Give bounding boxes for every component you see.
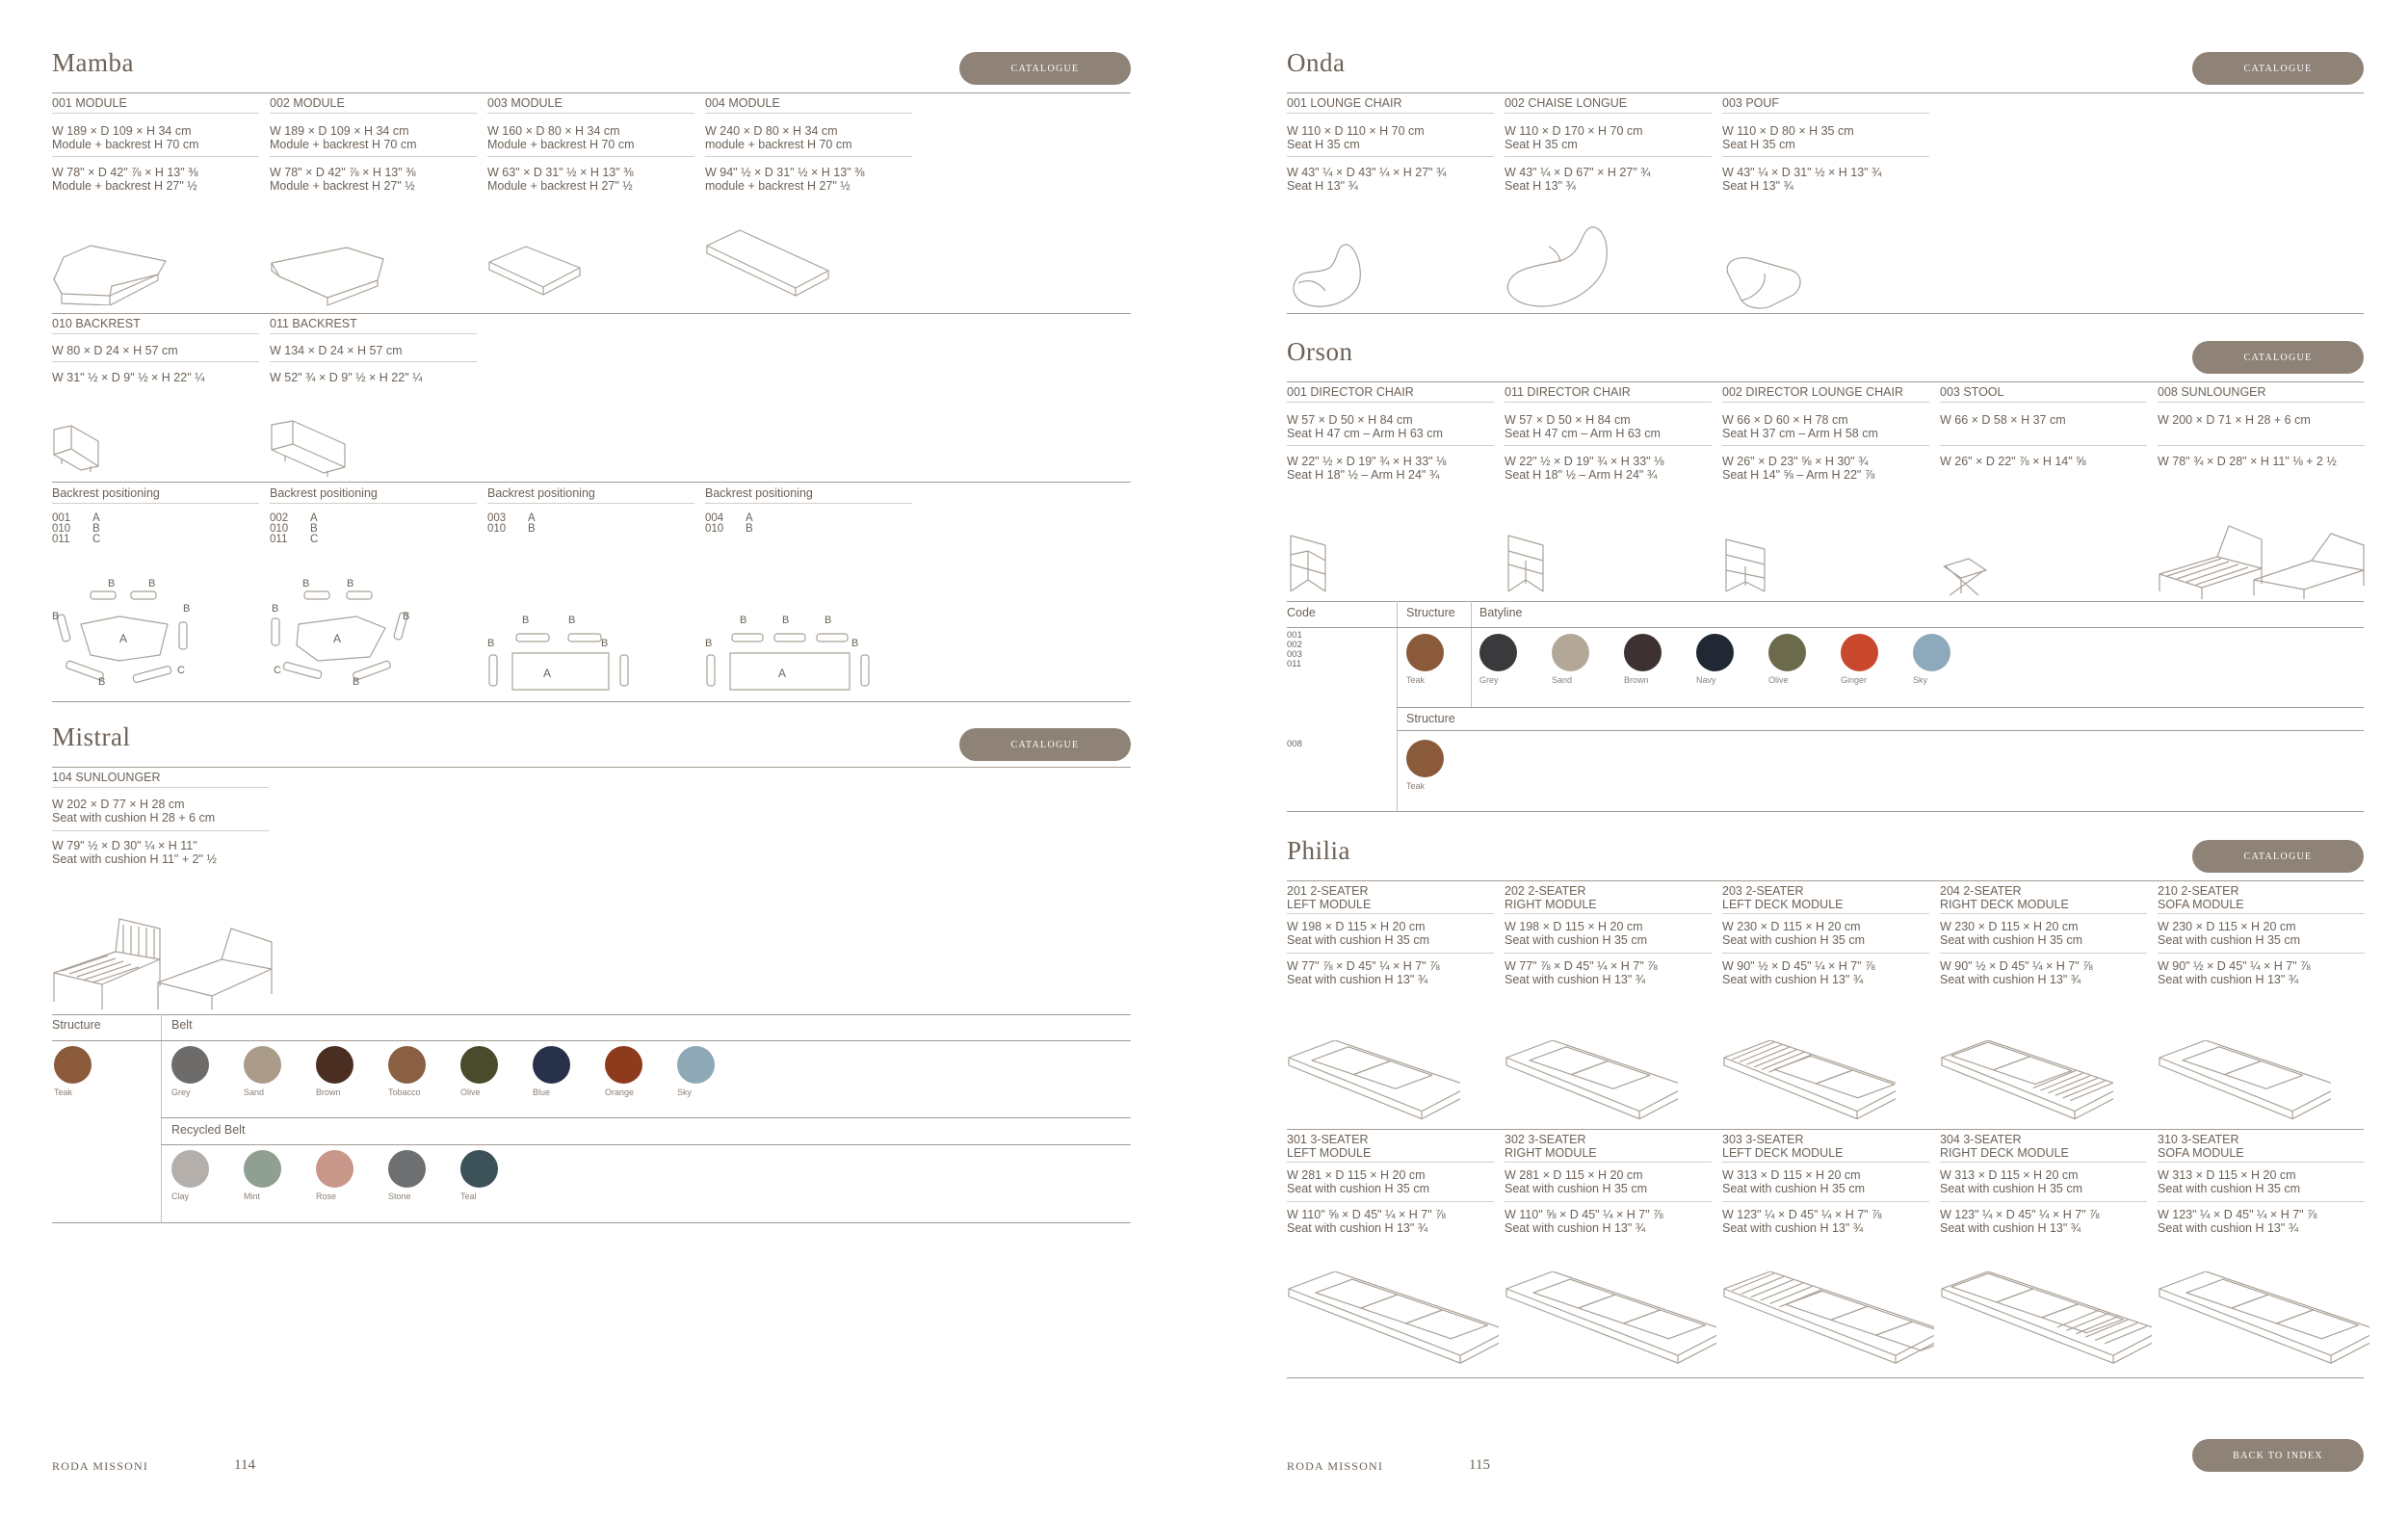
positioning-diagram-2 [270, 578, 424, 694]
mamba-002-illustration [270, 238, 385, 307]
swatch-label: Orange [605, 1087, 635, 1097]
dims-cm: W 66 × D 60 × H 78 cm Seat H 37 cm – Arm H 58 cm [1722, 413, 1878, 440]
divider [1287, 156, 1494, 157]
color-swatch [1406, 634, 1444, 671]
color-swatch [244, 1150, 281, 1188]
sofa-module-illustration [1722, 1040, 1896, 1137]
divider [1287, 953, 1494, 954]
dims-in: W 123" ¼ × D 45" ¼ × H 7" ⅞ Seat with cushion H 13" ¾ [2158, 1208, 2317, 1235]
swatch-label: Teak [1406, 675, 1426, 685]
onda-catalogue-button[interactable]: CATALOGUE [2192, 52, 2364, 85]
letters: A B C [92, 512, 101, 545]
color-swatch [460, 1046, 498, 1084]
dims-in: W 123" ¼ × D 45" ¼ × H 7" ⅞ Seat with cushion H 13" ¾ [1722, 1208, 1882, 1235]
divider [161, 1144, 1131, 1145]
swatch-label: Stone [388, 1192, 411, 1201]
swatch-label: Sky [1913, 675, 1928, 685]
label-b: B [98, 676, 106, 688]
dims-in: W 26" × D 23" ⅝ × H 30" ¾ Seat H 14" ⅝ – Arm H 22" ⅞ [1722, 455, 1875, 482]
label-b: B [347, 578, 354, 589]
sofa-module-illustration [1505, 1271, 1716, 1368]
director-lounge-chair-illustration [1722, 536, 1772, 595]
divider [705, 503, 912, 504]
swatch-label: Sand [1552, 675, 1573, 685]
color-swatch [1841, 634, 1878, 671]
divider [487, 503, 694, 504]
divider [1287, 445, 1494, 446]
structure-label: Structure [52, 1018, 101, 1032]
label-b: B [740, 615, 747, 626]
backrest-010-illustration [52, 424, 102, 474]
dims-in: W 77" ⅞ × D 45" ¼ × H 7" ⅞ Seat with cushion H 13" ¾ [1287, 959, 1440, 986]
label-a: A [543, 667, 552, 680]
label-b: B [782, 615, 790, 626]
color-swatch [460, 1150, 498, 1188]
dims-cm: W 230 × D 115 × H 20 cm Seat with cushion H 35 cm [1722, 920, 1865, 947]
dims-in: W 90" ½ × D 45" ¼ × H 7" ⅞ Seat with cushion H 13" ¾ [1722, 959, 1875, 986]
divider [1471, 601, 1472, 707]
dims-in: W 63" × D 31" ½ × H 13" ⅜ Module + backrest H 27" ½ [487, 166, 634, 193]
divider [52, 503, 259, 504]
lounge-chair-illustration [1287, 241, 1364, 310]
swatch-label: Brown [316, 1087, 341, 1097]
label-b: B [851, 638, 859, 649]
divider [1287, 381, 2364, 382]
product-name: 011 DIRECTOR CHAIR [1505, 385, 1631, 399]
divider [1505, 445, 1712, 446]
product-name: 202 2-SEATER RIGHT MODULE [1505, 884, 1597, 911]
swatch-label: Ginger [1841, 675, 1868, 685]
mamba-003-illustration [487, 241, 584, 302]
dims-in: W 110" ⅝ × D 45" ¼ × H 7" ⅞ Seat with cushion H 13" ¾ [1505, 1208, 1663, 1235]
dims-cm: W 198 × D 115 × H 20 cm Seat with cushion H 35 cm [1287, 920, 1429, 947]
divider [705, 156, 912, 157]
stool-illustration [1940, 557, 1988, 597]
dims-in: W 90" ½ × D 45" ¼ × H 7" ⅞ Seat with cushion H 13" ¾ [2158, 959, 2311, 986]
divider [1722, 1162, 1929, 1163]
divider [52, 830, 269, 831]
color-swatch [1479, 634, 1517, 671]
color-swatch [1768, 634, 1806, 671]
back-to-index-button[interactable]: BACK TO INDEX [2192, 1439, 2364, 1472]
page-number: 115 [1469, 1457, 1490, 1473]
label-a: A [778, 667, 787, 680]
dims-cm: W 160 × D 80 × H 34 cm Module + backrest H 70 cm [487, 124, 635, 151]
divider [2158, 913, 2365, 914]
divider [1287, 627, 2364, 628]
product-name: 003 MODULE [487, 96, 563, 110]
swatch-label: Sand [244, 1087, 265, 1097]
codes: 003 010 [487, 512, 507, 535]
positioning-diagram-4 [705, 613, 878, 692]
letters: A B [528, 512, 536, 535]
label-b: B [353, 676, 360, 688]
swatch-label: Olive [460, 1087, 481, 1097]
dims-cm: W 230 × D 115 × H 20 cm Seat with cushion H 35 cm [2158, 920, 2300, 947]
structure-label: Structure [1406, 712, 1455, 725]
divider [1722, 445, 1929, 446]
dims-cm: W 134 × D 24 × H 57 cm [270, 344, 403, 357]
color-swatch [316, 1046, 353, 1084]
swatch-label: Grey [1479, 675, 1499, 685]
swatch-label: Navy [1696, 675, 1716, 685]
divider [2158, 445, 2365, 446]
dims-in: W 78" ¾ × D 28" × H 11" ⅛ + 2 ½ [2158, 455, 2337, 468]
dims-in: W 78" × D 42" ⅞ × H 13" ⅜ Module + backrest H 27" ½ [270, 166, 416, 193]
product-name: 003 POUF [1722, 96, 1780, 110]
letters: A B C [310, 512, 319, 545]
divider [705, 113, 912, 114]
divider [1505, 156, 1712, 157]
dims-cm: W 313 × D 115 × H 20 cm Seat with cushion H 35 cm [2158, 1168, 2300, 1195]
positioning-label: Backrest positioning [270, 486, 378, 500]
divider [161, 1117, 1131, 1118]
label-b: B [522, 615, 530, 626]
chaise-longue-illustration [1505, 223, 1610, 310]
color-swatch [388, 1150, 426, 1188]
dims-in: W 52" ¾ × D 9" ½ × H 22" ¼ [270, 371, 423, 384]
swatch-label: Teal [460, 1192, 477, 1201]
divider [1722, 156, 1929, 157]
swatch-label: Teak [54, 1087, 73, 1097]
dims-cm: W 202 × D 77 × H 28 cm Seat with cushion H 28 + 6 cm [52, 798, 216, 825]
backrest-011-illustration [270, 419, 347, 477]
sofa-module-illustration [1722, 1271, 1934, 1368]
swatch-label: Sky [677, 1087, 693, 1097]
positioning-label: Backrest positioning [52, 486, 160, 500]
divider [2158, 953, 2365, 954]
dims-cm: W 57 × D 50 × H 84 cm Seat H 47 cm – Arm H 63 cm [1505, 413, 1661, 440]
sofa-module-illustration [1505, 1040, 1678, 1137]
divider [52, 313, 1131, 314]
onda-title: Onda [1287, 48, 1346, 77]
divider [1722, 402, 1929, 403]
dims-cm: W 57 × D 50 × H 84 cm Seat H 47 cm – Arm H 63 cm [1287, 413, 1443, 440]
belt-label: Belt [171, 1018, 193, 1032]
divider [1287, 1129, 2364, 1130]
mamba-catalogue-button[interactable]: CATALOGUE [959, 52, 1131, 85]
label-a: A [333, 632, 342, 645]
divider [1287, 313, 2364, 314]
label-b: B [183, 603, 191, 615]
divider [270, 503, 477, 504]
dims-cm: W 80 × D 24 × H 57 cm [52, 344, 178, 357]
divider [1722, 113, 1929, 114]
label-b: B [302, 578, 310, 589]
divider [52, 92, 1131, 93]
label-b: B [568, 615, 576, 626]
label-a: A [119, 632, 128, 645]
product-name: 203 2-SEATER LEFT DECK MODULE [1722, 884, 1844, 911]
label-b: B [824, 615, 832, 626]
divider [52, 787, 269, 788]
divider [1505, 913, 1712, 914]
dims-in: W 31" ½ × D 9" ½ × H 22" ¼ [52, 371, 205, 384]
sofa-module-illustration [2158, 1040, 2331, 1137]
swatch-label: Brown [1624, 675, 1649, 685]
dims-cm: W 189 × D 109 × H 34 cm Module + backrest H 70 cm [52, 124, 199, 151]
recycled-belt-label: Recycled Belt [171, 1123, 246, 1137]
divider [52, 482, 1131, 483]
mistral-catalogue-button[interactable]: CATALOGUE [959, 728, 1131, 761]
divider [1287, 811, 2364, 812]
color-swatch [533, 1046, 570, 1084]
sofa-module-illustration [1940, 1271, 2152, 1368]
divider [52, 113, 259, 114]
sofa-module-illustration [1287, 1271, 1499, 1368]
dims-in: W 26" × D 22" ⅞ × H 14" ⅝ [1940, 455, 2086, 468]
color-swatch [1406, 740, 1444, 777]
product-name: 002 DIRECTOR LOUNGE CHAIR [1722, 385, 1904, 399]
director-chair-illustration [1287, 532, 1335, 595]
product-name: 002 CHAISE LONGUE [1505, 96, 1628, 110]
divider [1940, 1162, 2147, 1163]
product-name: 011 BACKREST [270, 317, 357, 330]
divider [487, 113, 694, 114]
letters: A B [746, 512, 753, 535]
swatch-label: Tobacco [388, 1087, 421, 1097]
product-name: 003 STOOL [1940, 385, 2004, 399]
dims-in: W 43" ¼ × D 43" ¼ × H 27" ¾ Seat H 13" ¾ [1287, 166, 1447, 193]
divider [270, 361, 477, 362]
divider [2158, 402, 2365, 403]
color-swatch [1624, 634, 1662, 671]
divider [270, 156, 477, 157]
label-b: B [403, 611, 410, 622]
swatch-label: Rose [316, 1192, 337, 1201]
dims-cm: W 313 × D 115 × H 20 cm Seat with cushion H 35 cm [1722, 1168, 1865, 1195]
positioning-label: Backrest positioning [705, 486, 813, 500]
divider [1397, 707, 2364, 708]
label-c: C [274, 665, 281, 676]
product-name: 204 2-SEATER RIGHT DECK MODULE [1940, 884, 2069, 911]
dims-in: W 79" ½ × D 30" ¼ × H 11" Seat with cushion H 11" + 2" ½ [52, 839, 217, 866]
divider [1940, 402, 2147, 403]
divider [1940, 1201, 2147, 1202]
dims-in: W 22" ½ × D 19" ¾ × H 33" ⅛ Seat H 18" ½ – Arm H 24" ¾ [1505, 455, 1664, 482]
color-swatch [171, 1046, 209, 1084]
dims-cm: W 313 × D 115 × H 20 cm Seat with cushion H 35 cm [1940, 1168, 2082, 1195]
label-b: B [705, 638, 713, 649]
positioning-diagram-3 [487, 613, 622, 692]
divider [1505, 953, 1712, 954]
product-name: 002 MODULE [270, 96, 345, 110]
dims-cm: W 110 × D 110 × H 70 cm Seat H 35 cm [1287, 124, 1425, 151]
sunlounger-illustration [52, 913, 283, 1009]
divider [1940, 913, 2147, 914]
sofa-module-illustration [2158, 1271, 2369, 1368]
label-b: B [108, 578, 116, 589]
dims-in: W 90" ½ × D 45" ¼ × H 7" ⅞ Seat with cushion H 13" ¾ [1940, 959, 2093, 986]
color-swatch [388, 1046, 426, 1084]
color-swatch [1696, 634, 1734, 671]
divider [52, 333, 259, 334]
product-name: 310 3-SEATER SOFA MODULE [2158, 1133, 2244, 1160]
divider [1722, 913, 1929, 914]
label-c: C [177, 665, 185, 676]
color-swatch [171, 1150, 209, 1188]
structure-label: Structure [1406, 606, 1455, 619]
dims-cm: W 281 × D 115 × H 20 cm Seat with cushion H 35 cm [1287, 1168, 1429, 1195]
color-swatch [244, 1046, 281, 1084]
label-b: B [272, 603, 279, 615]
divider [1505, 113, 1712, 114]
dims-in: W 22" ½ × D 19" ¾ × H 33" ⅛ Seat H 18" ½ – Arm H 24" ¾ [1287, 455, 1447, 482]
dims-in: W 94" ½ × D 31" ½ × H 13" ⅜ module + backrest H 27" ½ [705, 166, 865, 193]
footer-brand: RODA MISSONI [1287, 1459, 1384, 1473]
philia-title: Philia [1287, 836, 1351, 865]
dims-cm: W 200 × D 71 × H 28 + 6 cm [2158, 413, 2311, 427]
product-name: 303 3-SEATER LEFT DECK MODULE [1722, 1133, 1844, 1160]
product-name: 001 LOUNGE CHAIR [1287, 96, 1402, 110]
codes: 004 010 [705, 512, 724, 535]
product-name: 304 3-SEATER RIGHT DECK MODULE [1940, 1133, 2069, 1160]
swatch-label: Blue [533, 1087, 551, 1097]
swatch-label: Grey [171, 1087, 191, 1097]
color-swatch [1552, 634, 1589, 671]
dims-in: W 110" ⅝ × D 45" ¼ × H 7" ⅞ Seat with cushion H 13" ¾ [1287, 1208, 1446, 1235]
pouf-illustration [1722, 252, 1803, 310]
code: 008 [1287, 739, 1302, 749]
divider [52, 1014, 1131, 1015]
divider [1722, 1201, 1929, 1202]
divider [1287, 880, 2364, 881]
batyline-label: Batyline [1479, 606, 1523, 619]
dims-cm: W 198 × D 115 × H 20 cm Seat with cushion H 35 cm [1505, 920, 1647, 947]
divider [1505, 402, 1712, 403]
product-name: 001 DIRECTOR CHAIR [1287, 385, 1414, 399]
dims-cm: W 110 × D 170 × H 70 cm Seat H 35 cm [1505, 124, 1643, 151]
dims-in: W 77" ⅞ × D 45" ¼ × H 7" ⅞ Seat with cushion H 13" ¾ [1505, 959, 1658, 986]
swatch-label: Teak [1406, 781, 1426, 791]
mistral-title: Mistral [52, 722, 131, 751]
divider [1287, 1201, 1494, 1202]
dims-in: W 43" ¼ × D 67" × H 27" ¾ Seat H 13" ¾ [1505, 166, 1651, 193]
divider [52, 1222, 1131, 1223]
product-name: 001 MODULE [52, 96, 127, 110]
divider [1287, 402, 1494, 403]
product-name: 010 BACKREST [52, 317, 141, 330]
product-name: 201 2-SEATER LEFT MODULE [1287, 884, 1372, 911]
dims-cm: W 281 × D 115 × H 20 cm Seat with cushion H 35 cm [1505, 1168, 1647, 1195]
orson-title: Orson [1287, 337, 1353, 366]
divider [1287, 913, 1494, 914]
divider [1722, 953, 1929, 954]
dims-cm: W 189 × D 109 × H 34 cm Module + backrest H 70 cm [270, 124, 417, 151]
label-b: B [52, 611, 60, 622]
dims-in: W 123" ¼ × D 45" ¼ × H 7" ⅞ Seat with cushion H 13" ¾ [1940, 1208, 2100, 1235]
mamba-004-illustration [705, 226, 830, 303]
dims-cm: W 110 × D 80 × H 35 cm Seat H 35 cm [1722, 124, 1854, 151]
mamba-001-illustration [52, 236, 168, 305]
divider [1940, 953, 2147, 954]
divider [52, 156, 259, 157]
page-number: 114 [234, 1457, 255, 1473]
codes: 002 010 011 [270, 512, 289, 545]
divider [1287, 1162, 1494, 1163]
footer-brand: RODA MISSONI [52, 1459, 149, 1473]
dims-cm: W 230 × D 115 × H 20 cm Seat with cushion H 35 cm [1940, 920, 2082, 947]
color-swatch [1913, 634, 1950, 671]
color-swatch [605, 1046, 642, 1084]
sofa-module-illustration [1940, 1040, 2113, 1137]
label-b: B [148, 578, 156, 589]
dims-cm: W 240 × D 80 × H 34 cm module + backrest H 70 cm [705, 124, 852, 151]
director-chair-011-illustration [1505, 532, 1553, 595]
sofa-module-illustration [1287, 1040, 1460, 1137]
divider [1287, 1377, 2364, 1378]
dims-cm: W 66 × D 58 × H 37 cm [1940, 413, 2066, 427]
sunlounger-008-illustration [2158, 520, 2366, 599]
philia-catalogue-button[interactable]: CATALOGUE [2192, 840, 2364, 873]
codes: 001 002 003 011 [1287, 630, 1302, 669]
divider [487, 156, 694, 157]
swatch-label: Olive [1768, 675, 1789, 685]
product-name: 210 2-SEATER SOFA MODULE [2158, 884, 2244, 911]
dims-in: W 78" × D 42" ⅞ × H 13" ⅜ Module + backrest H 27" ½ [52, 166, 198, 193]
color-swatch [316, 1150, 353, 1188]
positioning-label: Backrest positioning [487, 486, 595, 500]
product-name: 104 SUNLOUNGER [52, 771, 161, 784]
orson-catalogue-button[interactable]: CATALOGUE [2192, 341, 2364, 374]
divider [52, 701, 1131, 702]
divider [270, 113, 477, 114]
divider [1505, 1201, 1712, 1202]
divider [52, 361, 259, 362]
divider [1397, 730, 2364, 731]
swatch-label: Mint [244, 1192, 261, 1201]
divider [1287, 601, 2364, 602]
divider [2158, 1201, 2365, 1202]
color-swatch [677, 1046, 715, 1084]
product-name: 004 MODULE [705, 96, 780, 110]
product-name: 302 3-SEATER RIGHT MODULE [1505, 1133, 1597, 1160]
divider [1287, 113, 1494, 114]
codes: 001 010 011 [52, 512, 71, 545]
divider [1505, 1162, 1712, 1163]
divider [161, 1014, 162, 1222]
divider [52, 1040, 1131, 1041]
divider [1287, 92, 2364, 93]
positioning-diagram-1 [52, 578, 206, 694]
code-label: Code [1287, 606, 1316, 619]
swatch-label: Clay [171, 1192, 190, 1201]
mamba-title: Mamba [52, 48, 134, 77]
product-name: 008 SUNLOUNGER [2158, 385, 2266, 399]
color-swatch [54, 1046, 92, 1084]
product-name: 301 3-SEATER LEFT MODULE [1287, 1133, 1372, 1160]
divider [52, 767, 1131, 768]
label-b: B [487, 638, 495, 649]
dims-in: W 43" ¼ × D 31" ½ × H 13" ¾ Seat H 13" ¾ [1722, 166, 1882, 193]
divider [1940, 445, 2147, 446]
divider [2158, 1162, 2365, 1163]
label-b: B [601, 638, 609, 649]
divider [270, 333, 477, 334]
